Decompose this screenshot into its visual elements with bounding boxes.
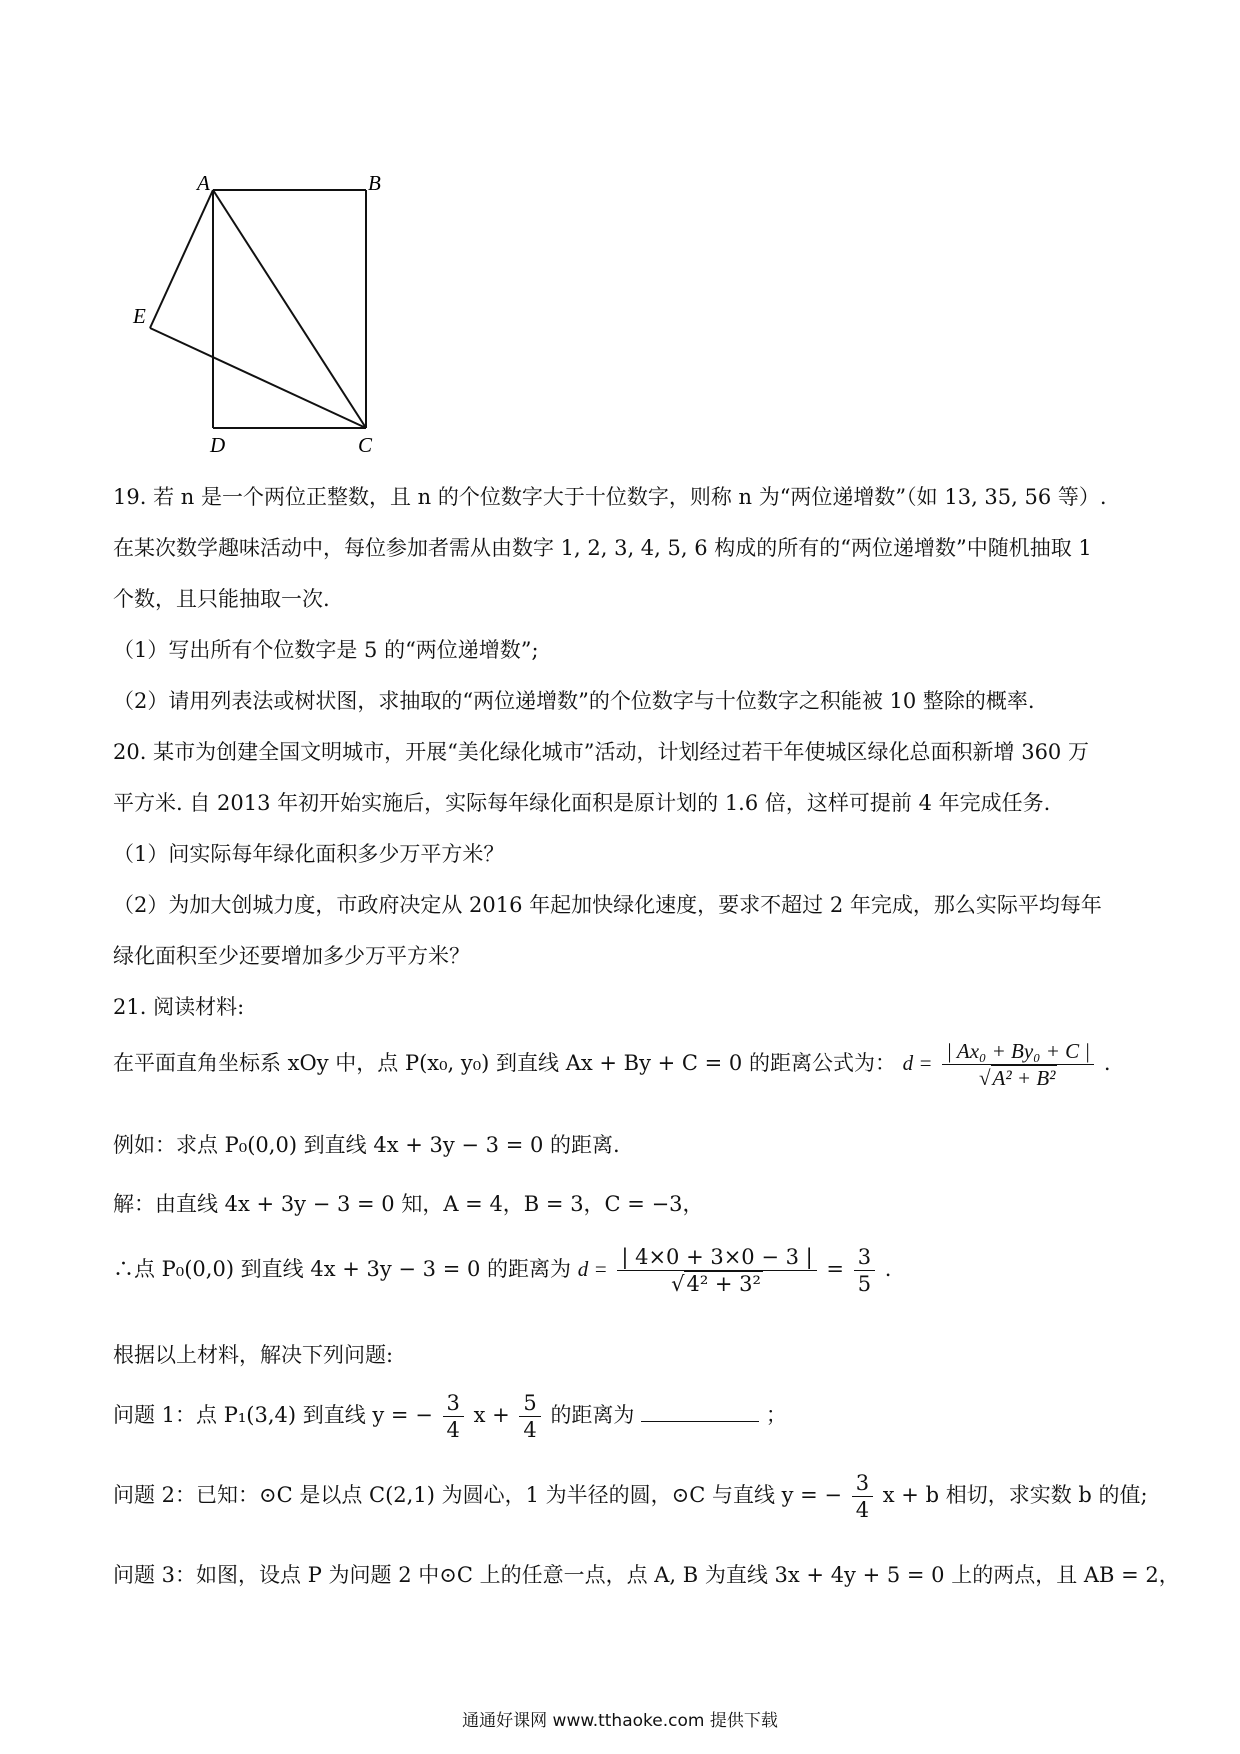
answer-blank[interactable] — [641, 1401, 759, 1422]
problem1-end: ； — [765, 1403, 787, 1427]
q21-formula-line: 在平面直角坐标系 xOy 中，点 P(x₀, y₀) 到直线 Ax + By + C = 0 的距离公式为： d = $\frac{\text{| Ax₀ + By₀ + C |}}{\text{√A² + B²}}$ . — [113, 1039, 1111, 1090]
label-a: A — [197, 171, 210, 195]
label-e: E — [133, 304, 146, 328]
q20-part1: （1）问实际每年绿化面积多少万平方米？ — [113, 842, 505, 866]
example-distance-fraction — [617, 1244, 816, 1297]
q20-part2b: 绿化面积至少还要增加多少万平方米？ — [113, 944, 470, 968]
result-fraction — [854, 1244, 875, 1297]
formula-numerator: | Ax₀ + By₀ + C | — [946, 1039, 1091, 1063]
distance-formula-fraction — [942, 1038, 1094, 1091]
q21-problem1 — [113, 1390, 1133, 1443]
q19-part2: （2）请用列表法或树状图，求抽取的“两位递增数”的个位数字与十位数字之积能被 10 整除的概率. — [113, 689, 1035, 713]
q20-part2a: （2）为加大创城力度，市政府决定从 2016 年起加快绿化速度，要求不超过 2 年完成，那么实际平均每年 — [113, 893, 1102, 917]
therefore-equals: = — [826, 1257, 845, 1281]
result-denominator: 5 — [854, 1270, 875, 1297]
problem1-text-a: 问题 1：点 P₁(3,4) 到直线 y = − — [113, 1403, 433, 1427]
problem2-text-b: x + b 相切，求实数 b 的值; — [882, 1483, 1148, 1507]
q19-line1: 19. 若 n 是一个两位正整数，且 n 的个位数字大于十位数字，则称 n 为“两位递增数”（如 13, 35, 56 等）. — [113, 485, 1107, 509]
example-denominator: √4² + 3² — [617, 1270, 816, 1297]
problem2-fraction: $\frac{3}{4}$ — [852, 1470, 873, 1523]
geometry-figure — [0, 0, 1240, 460]
page-footer: 通通好课网 www.tthaoke.com 提供下载 — [462, 1711, 778, 1731]
q21-solution: 解：由直线 4x + 3y − 3 = 0 知，A = 4，B = 3，C = −3， — [113, 1192, 704, 1216]
label-d: D — [210, 433, 226, 457]
q21-therefore-line: ∴点 P₀(0,0) 到直线 4x + 3y − 3 = 0 的距离为 d = $\frac{| 4\times 0 + 3\times 0 - 3 |}{\text{√4² + 3²}}$ = $\frac{3}{5}$ . — [113, 1245, 892, 1296]
problem1-fraction1: $\frac{3}{4}$ — [443, 1390, 464, 1443]
formula-intro: 在平面直角坐标系 xOy 中，点 P(x₀, y₀) 到直线 Ax + By + C = 0 的距离公式为： — [113, 1051, 896, 1075]
q19-line3: 个数，且只能抽取一次. — [113, 587, 330, 611]
formula-denominator: √A² + B² — [942, 1064, 1094, 1091]
q21-example: 例如：求点 P₀(0,0) 到直线 4x + 3y − 3 = 0 的距离. — [113, 1133, 620, 1157]
problem1-fraction2: $\frac{5}{4}$ — [519, 1390, 540, 1443]
q19-line2: 在某次数学趣味活动中，每位参加者需从由数字 1, 2, 3, 4, 5, 6 构成的所有的“两位递增数”中随机抽取 1 — [113, 536, 1092, 560]
q20-line1: 20. 某市为创建全国文明城市，开展“美化绿化城市”活动，计划经过若干年使城区绿化总面积新增 360 万 — [113, 740, 1089, 764]
therefore-intro: ∴点 P₀(0,0) 到直线 4x + 3y − 3 = 0 的距离为 — [113, 1257, 572, 1281]
problem1-text-c: 的距离为 — [550, 1403, 635, 1427]
label-c: C — [358, 433, 373, 457]
q21-problem3: 问题 3：如图，设点 P 为问题 2 中⊙C 上的任意一点，点 A, B 为直线 3x + 4y + 5 = 0 上的两点，且 AB = 2， — [113, 1563, 1180, 1587]
problem1-text-b: x + — [473, 1403, 510, 1427]
therefore-lhs: d = — [577, 1257, 608, 1281]
q21-problem2 — [113, 1470, 1148, 1523]
problem2-text-a: 问题 2：已知：⊙C 是以点 C(2,1) 为圆心，1 为半径的圆，⊙C 与直线 y = − — [113, 1483, 843, 1507]
q19-part1: （1）写出所有个位数字是 5 的“两位递增数”; — [113, 638, 539, 662]
q21-title: 21. 阅读材料: — [113, 995, 245, 1019]
segment-ae — [150, 190, 213, 328]
label-b: B — [368, 171, 381, 195]
example-numerator: | 4×0 + 3×0 − 3 | — [621, 1245, 813, 1269]
formula-lhs: d = — [902, 1051, 933, 1075]
q21-intro: 根据以上材料，解决下列问题: — [113, 1343, 394, 1367]
result-numerator: 3 — [857, 1245, 872, 1269]
q20-line2: 平方米. 自 2013 年初开始实施后，实际每年绿化面积是原计划的 1.6 倍，这样可提前 4 年完成任务. — [113, 791, 1051, 815]
